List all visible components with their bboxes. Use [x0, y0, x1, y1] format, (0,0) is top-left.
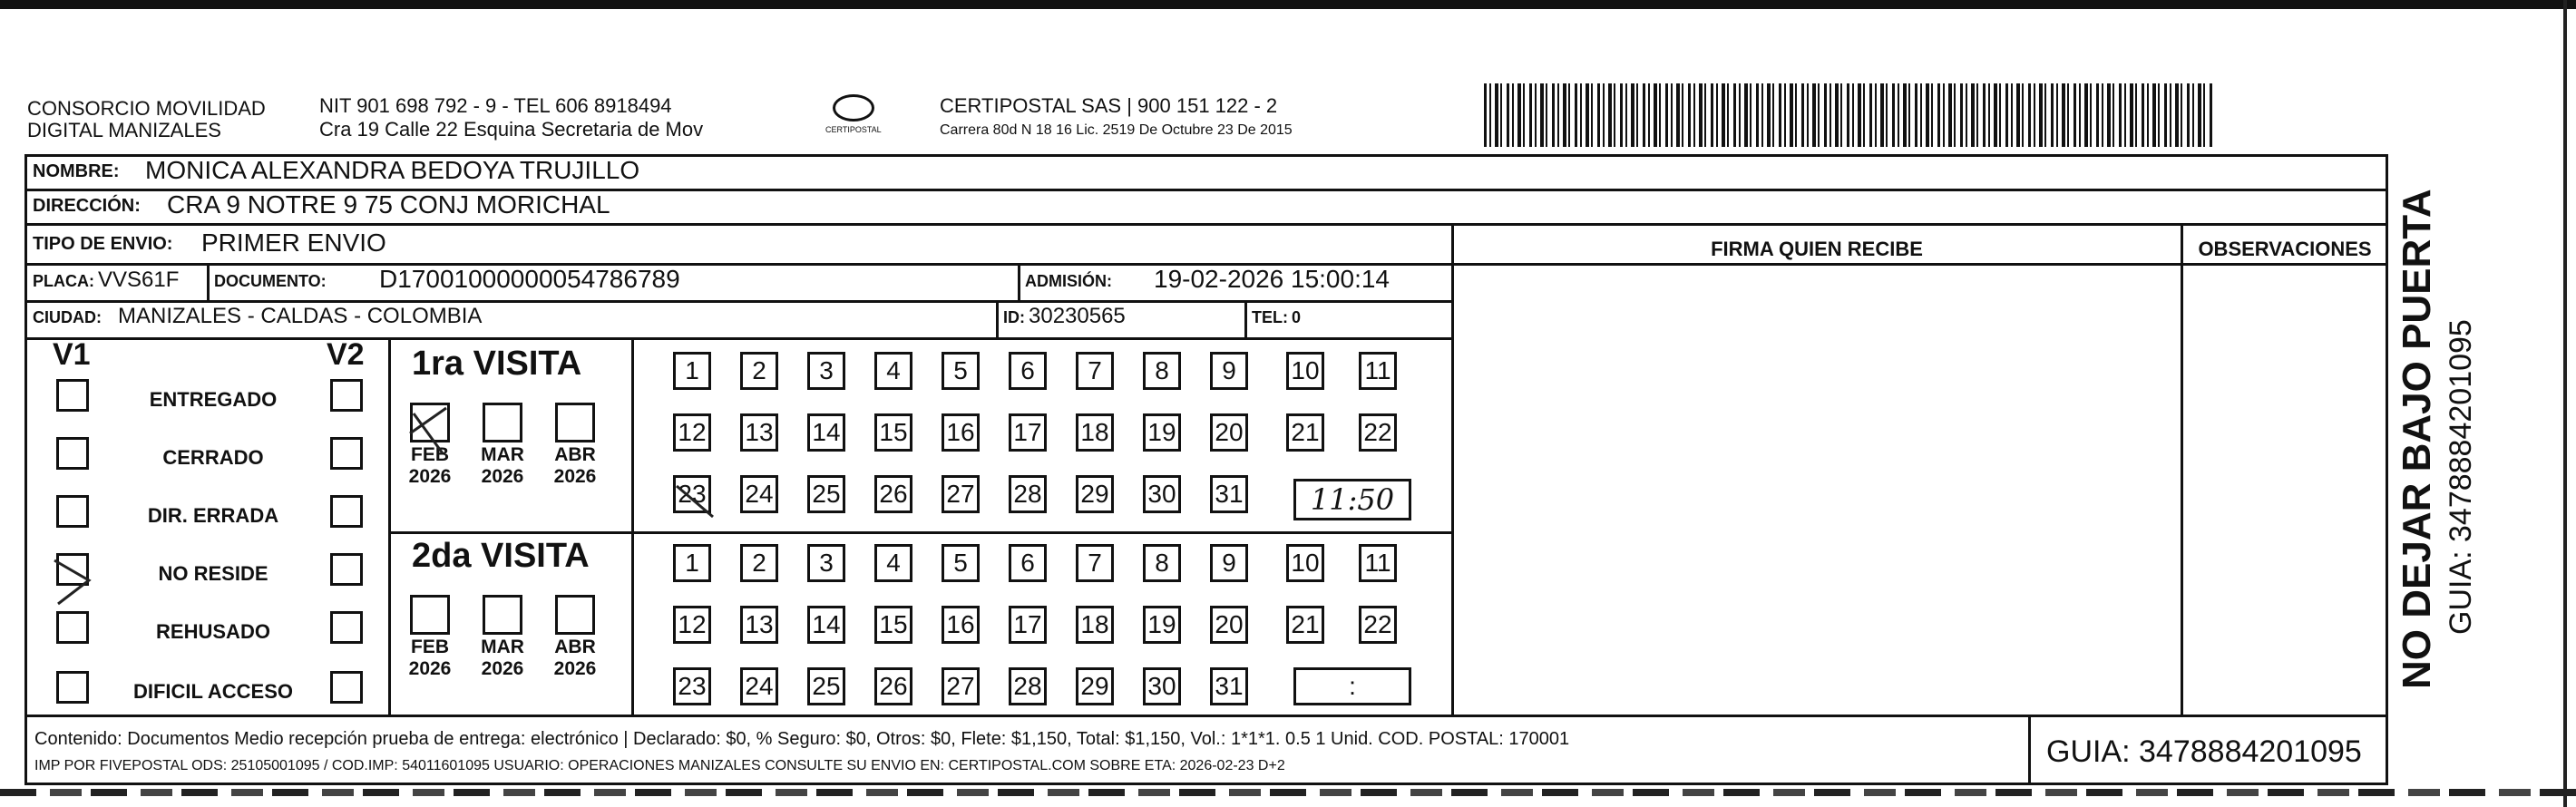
visit1-day-box[interactable]: 28 [1009, 475, 1047, 513]
visit2-title: 2da VISITA [412, 537, 590, 575]
visit2-day-box[interactable]: 7 [1076, 544, 1114, 582]
tipo-envio-value: PRIMER ENVIO [201, 228, 386, 257]
month-name: ABR [554, 444, 596, 465]
visit1-day-box[interactable]: 31 [1210, 475, 1248, 513]
id-value: 30230565 [1029, 304, 1126, 328]
month-name: MAR [481, 444, 524, 465]
visit1-day-box[interactable]: 10 [1286, 352, 1324, 390]
day-check-mark [677, 486, 713, 517]
month-name: FEB [411, 444, 449, 465]
visit2-day-box[interactable]: 21 [1286, 606, 1324, 644]
visit2-day-box[interactable]: 3 [807, 544, 845, 582]
no-dejar-bajo-puerta: NO DEJAR BAJO PUERTA [2395, 189, 2439, 689]
visit1-day-box[interactable]: 25 [807, 475, 845, 513]
status-option-label: DIFICIL ACCESO [132, 680, 293, 703]
visit1-day-box[interactable]: 11 [1359, 352, 1397, 390]
visit2-day-box[interactable]: 16 [942, 606, 980, 644]
id-label: ID: [1003, 308, 1025, 326]
visit2-day-box[interactable]: 30 [1143, 667, 1181, 705]
month-year: 2026 [553, 658, 597, 679]
address-line: Cra 19 Calle 22 Esquina Secretaria de Mov [319, 118, 704, 141]
visit2-day-box[interactable]: 13 [740, 606, 778, 644]
visit2-day-box[interactable]: 4 [874, 544, 912, 582]
visit2-time-box[interactable]: : [1293, 667, 1411, 705]
visit1-day-box[interactable]: 29 [1076, 475, 1114, 513]
visit1-day-box[interactable]: 3 [807, 352, 845, 390]
visit2-day-box[interactable]: 1 [673, 544, 711, 582]
visit1-day-box[interactable]: 9 [1210, 352, 1248, 390]
visit2-day-box[interactable]: 10 [1286, 544, 1324, 582]
visit2-day-box[interactable]: 28 [1009, 667, 1047, 705]
visit2-day-box[interactable]: 20 [1210, 606, 1248, 644]
visit2-day-box[interactable]: 14 [807, 606, 845, 644]
visit1-day-box[interactable]: 15 [874, 413, 912, 452]
observaciones-header: OBSERVACIONES [2198, 238, 2372, 260]
month-check-mark [410, 408, 446, 453]
visit2-day-box[interactable]: 9 [1210, 544, 1248, 582]
visit1-day-box[interactable]: 27 [942, 475, 980, 513]
visit1-day-box[interactable]: 23 [673, 475, 711, 513]
company-name-line2: DIGITAL MANIZALES [27, 119, 221, 141]
visit2-day-box[interactable]: 15 [874, 606, 912, 644]
ciudad-label: CIUDAD: [33, 308, 102, 326]
firma-header: FIRMA QUIEN RECIBE [1711, 238, 1923, 260]
nombre-value: MONICA ALEXANDRA BEDOYA TRUJILLO [145, 156, 640, 184]
visit2-day-box[interactable]: 25 [807, 667, 845, 705]
visit2-day-box[interactable]: 11 [1359, 544, 1397, 582]
tel-value: 0 [1292, 308, 1302, 326]
visit1-day-box[interactable]: 17 [1009, 413, 1047, 452]
admision-value: 19-02-2026 15:00:14 [1154, 265, 1390, 293]
nit-line: NIT 901 698 792 - 9 - TEL 606 8918494 [319, 94, 672, 117]
visit1-day-box[interactable]: 6 [1009, 352, 1047, 390]
v1-header: V1 [53, 337, 91, 372]
certipostal-line1: CERTIPOSTAL SAS | 900 151 122 - 2 [940, 94, 1278, 117]
nombre-label: NOMBRE: [33, 161, 120, 181]
direccion-label: DIRECCIÓN: [33, 196, 141, 216]
status-option-label: DIR. ERRADA [147, 504, 279, 527]
tel-label: TEL: [1252, 308, 1288, 326]
visit1-day-box[interactable]: 18 [1076, 413, 1114, 452]
month-year: 2026 [481, 466, 524, 487]
visit1-day-box[interactable]: 8 [1143, 352, 1181, 390]
visit1-title: 1ra VISITA [412, 345, 582, 383]
visit2-day-box[interactable]: 2 [740, 544, 778, 582]
direccion-value: CRA 9 NOTRE 9 75 CONJ MORICHAL [167, 190, 610, 219]
footer-contenido: Contenido: Documentos Medio recepción prueba de entrega: electrónico | Declarado: $0, % Seguro: $0, Otros: $0, Flete: $1,150, Total: $1,150, Vol.: 1*1*1. 0.5 1 Unid. COD. POSTAL: 170001 [34, 729, 1570, 749]
month-year: 2026 [481, 658, 524, 679]
status-option-label: CERRADO [162, 446, 264, 469]
month-year: 2026 [408, 466, 452, 487]
v2-header: V2 [327, 337, 365, 372]
visit2-day-box[interactable]: 19 [1143, 606, 1181, 644]
placa-value: VVS61F [98, 267, 180, 292]
visit1-day-box[interactable]: 30 [1143, 475, 1181, 513]
visit1-day-box[interactable]: 22 [1359, 413, 1397, 452]
logo-text: CERTIPOSTAL [825, 125, 882, 134]
no-reside-check-mark [54, 560, 89, 604]
company-name-line1: CONSORCIO MOVILIDAD [27, 97, 266, 120]
visit1-day-box[interactable]: 26 [874, 475, 912, 513]
documento-value: D17001000000054786789 [379, 265, 680, 293]
visit2-day-box[interactable]: 6 [1009, 544, 1047, 582]
bottom-edge [0, 789, 2576, 796]
visit2-day-box[interactable]: 5 [942, 544, 980, 582]
visit1-day-box[interactable]: 7 [1076, 352, 1114, 390]
tipo-envio-label: TIPO DE ENVIO: [33, 234, 173, 254]
month-year: 2026 [408, 658, 452, 679]
visit1-day-box[interactable]: 4 [874, 352, 912, 390]
placa-label: PLACA: [33, 272, 94, 290]
month-name: FEB [411, 637, 449, 657]
visit2-day-box[interactable]: 18 [1076, 606, 1114, 644]
visit1-day-box[interactable]: 19 [1143, 413, 1181, 452]
visit2-day-box[interactable]: 31 [1210, 667, 1248, 705]
visit1-day-box[interactable]: 14 [807, 413, 845, 452]
visit1-day-box[interactable]: 20 [1210, 413, 1248, 452]
footer-guia: GUIA: 3478884201095 [2046, 734, 2362, 769]
admision-label: ADMISIÓN: [1025, 272, 1112, 290]
visit2-day-box[interactable]: 17 [1009, 606, 1047, 644]
ciudad-value: MANIZALES - CALDAS - COLOMBIA [118, 304, 483, 328]
visit2-day-box[interactable]: 8 [1143, 544, 1181, 582]
status-option-label: ENTREGADO [149, 388, 278, 411]
visit2-day-box[interactable]: 29 [1076, 667, 1114, 705]
visit1-day-box[interactable]: 5 [942, 352, 980, 390]
visit1-day-box[interactable]: 24 [740, 475, 778, 513]
visit1-time-box[interactable]: 11:50 [1293, 479, 1411, 520]
visit1-day-box[interactable]: 16 [942, 413, 980, 452]
visit2-day-box[interactable]: 22 [1359, 606, 1397, 644]
month-name: ABR [554, 637, 596, 657]
visit2-day-box[interactable]: 27 [942, 667, 980, 705]
visit1-day-box[interactable]: 1 [673, 352, 711, 390]
footer-imp: IMP POR FIVEPOSTAL ODS: 25105001095 / COD.IMP: 54011601095 USUARIO: OPERACIONES MANIZALES CONSULTE SU ENVIO EN: CERTIPOSTAL.COM SOBRE ETA: 2026-02-23 D+2 [34, 758, 1285, 773]
visit2-day-box[interactable]: 24 [740, 667, 778, 705]
status-option-label: NO RESIDE [158, 562, 268, 585]
footer-divider [2028, 715, 2031, 785]
visit2-day-box[interactable]: 23 [673, 667, 711, 705]
visit1-day-box[interactable]: 12 [673, 413, 711, 452]
status-option-label: REHUSADO [156, 620, 270, 643]
visit1-day-box[interactable]: 13 [740, 413, 778, 452]
visit2-day-box[interactable]: 26 [874, 667, 912, 705]
documento-label: DOCUMENTO: [214, 272, 327, 290]
side-guia: GUIA: 3478884201095 [2444, 319, 2478, 635]
visit1-day-box[interactable]: 21 [1286, 413, 1324, 452]
visit1-day-box[interactable]: 2 [740, 352, 778, 390]
visit2-day-box[interactable]: 12 [673, 606, 711, 644]
certipostal-line2: Carrera 80d N 18 16 Lic. 2519 De Octubre 23 De 2015 [940, 122, 1293, 138]
month-year: 2026 [553, 466, 597, 487]
month-name: MAR [481, 637, 524, 657]
